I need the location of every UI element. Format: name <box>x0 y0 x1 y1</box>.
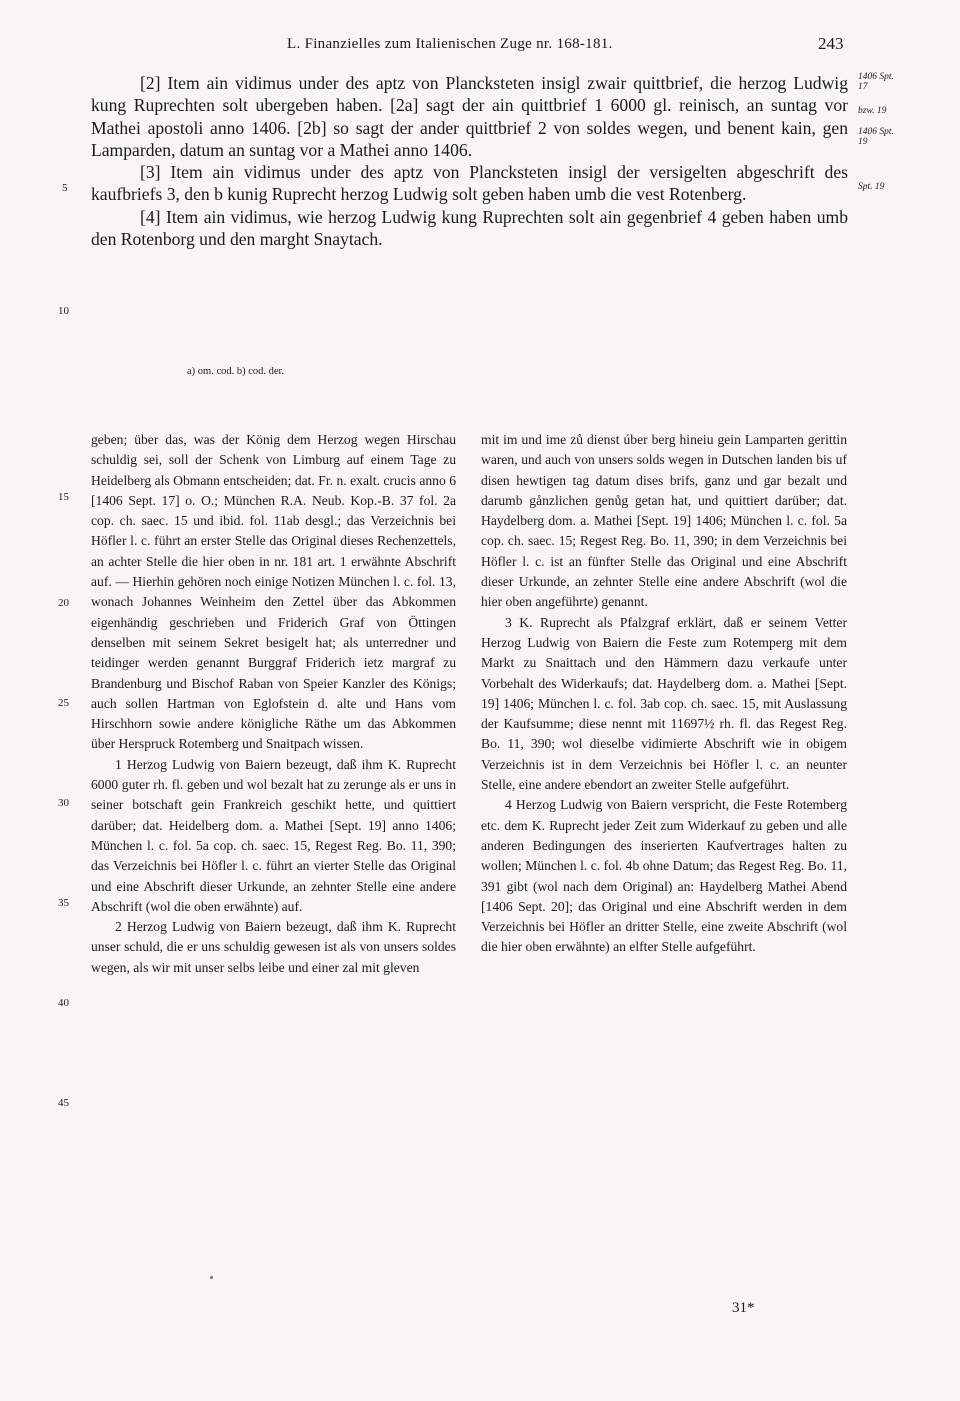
variant-notes: a) om. cod. b) cod. der. <box>187 366 285 377</box>
margin-date-note: Spt. 19 <box>858 182 885 192</box>
main-paragraph-3: [4] Item ain vidimus, wie herzog Ludwig kung Ruprechten solt ain gegenbrief 4 geben haben umb den Rotenborg und den marght Snaytach. <box>91 206 848 250</box>
line-number: 10 <box>58 305 69 317</box>
page-signature: 31* <box>732 1300 755 1316</box>
footnotes-left-column <box>91 430 456 978</box>
main-paragraph-1: [2] Item ain vidimus under des aptz von Plancksteten insigl zwair quittbrief, die herzog Ludwig kung Ruprechten solt ubergeben haben. [2a] sagt der ain quittbrief 1 6000 gl. reinisch, an suntag vor Mathei apostoli anno 1406. [2b] so sagt der ander quittbrief 2 von soldes wegen, und benent kain, gen Lamparden, datum an suntag vor a Mathei anno 1406. <box>91 73 848 160</box>
page-number: 243 <box>818 34 844 53</box>
main-text <box>91 72 848 250</box>
line-number: 45 <box>58 1097 69 1109</box>
line-number: 5 <box>62 182 68 194</box>
footnote-paragraph: geben; über das, was der König dem Herzog wegen Hirschau schuldig sei, soll der Schenk von Limburg auf einem Tage zu Heidelberg als Obmann entscheiden; dat. Fr. n. exalt. crucis anno 6 [1406 Sept. 17] o. O.; München R.A. Neub. Kop.-B. 37 fol. 2a cop. ch. saec. 15 und ibid. fol. 11ab desgl.; das Verzeichnis bei Höfler l. c. führt an erster Stelle das Original dieses Rechenzettels, an achter Stelle die hier oben in nr. 181 art. 1 erwähnte Abschrift auf. — Hierhin gehören noch einige Notizen München l. c. fol. 13, wonach Johannes Weinheim den Zettel über das Abkommen eigenhändig geschrieben und Friderich Graf von Öttingen denselben mit seinem Sekret besigelt hat; als unterredner und teidinger werden genannt Burggraf Friderich ietz margraf zu Brandenburg und Bischof Raban von Speier Kanzler des Königs; auch sollen Hartman von Eglofstein d. alte und Hans vom Hirschhorn sowie andere königliche Räthe um das Abkommen über Herspruck Rotemberg und Snaitpach wissen. <box>91 432 456 752</box>
line-number: 20 <box>58 597 69 609</box>
footnotes-right-column <box>481 430 847 958</box>
footnote-paragraph: 3 K. Ruprecht als Pfalzgraf erklärt, daß er seinem Vetter Herzog Ludwig von Baiern die Feste zum Rotemperg mit dem Markt zu Snaittach und den Hämmern dazu verkaufe unter Vorbehalt des Widerkaufs; dat. Haydelberg dom. a. Mathei [Sept. 19] 1406; München l. c. fol. 3ab cop. ch. saec. 15, mit Auslassung der Kaufsumme; diese nennt mit 11697½ rh. fl. das Regest Reg. Bo. 11, 390; wol dieselbe vidimierte Abschrift wie in obigem Verzeichnis ist in dem Verzeichnis bei Höfler l. c. an neunter Stelle, eine andere ebendort an zweiter Stelle aufgeführt. <box>481 614 847 793</box>
footnote-paragraph: mit im und ime zů dienst úber berg hineiu gein Lamparten gerittin waren, und auch von unsers solds wegen in Dutschen landen bis uf disen hewtigen tag datum dises brifs, ganz und gar bezalt und darumb gånzlichen genůg getan hat, und quittiert darüber; dat. Haydelberg dom. a. Mathei [Sept. 19] 1406; München l. c. fol. 5a cop. ch. saec. 15; Regest Reg. Bo. 11, 390; in dem Verzeichnis bei Höfler l. c. ist an fünfter Stelle das Original und eine Abschrift dieser Urkunde, an zehnter Stelle eine andere Abschrift (wol die hier oben angeführte) genannt. <box>481 432 847 610</box>
margin-date-note: bzw. 19 <box>858 106 887 116</box>
stray-mark <box>210 1276 213 1279</box>
footnote-paragraph: 2 Herzog Ludwig von Baiern bezeugt, daß ihm K. Ruprecht unser schuld, die er uns schuldig gewesen ist als von unsers soldes wegen, als wir mit unser selbs leibe und einer zal mit gleven <box>91 919 456 975</box>
main-paragraph-2: [3] Item ain vidimus under des aptz von Plancksteten insigl der versigelten abgeschrift des kaufbriefs 3, den b kunig Ruprecht herzog Ludwig solt geben haben umb die vest Rotenberg. <box>91 162 848 205</box>
running-header: L. Finanzielles zum Italienischen Zuge nr. 168-181. <box>287 36 613 52</box>
footnote-paragraph: 4 Herzog Ludwig von Baiern verspricht, die Feste Rotemberg etc. dem K. Ruprecht jeder Zeit zum Widerkauf zu geben und alle anderen Bedingungen des inserierten Kaufvertrages halten zu wollen; München l. c. fol. 4b ohne Datum; das Regest Reg. Bo. 11, 391 gibt (wol nach dem Original) an: Haydelberg Mathei Abend [1406 Sept. 20]; das Original und eine Abschrift werden in dem Verzeichnis bei Höfler an dritter Stelle, eine zweite Abschrift (wol die hier oben erwähnte) an elfter Stelle aufgeführt. <box>481 797 847 955</box>
line-number: 30 <box>58 797 69 809</box>
line-number: 40 <box>58 997 69 1009</box>
line-number: 15 <box>58 491 69 503</box>
line-number: 25 <box>58 697 69 709</box>
margin-date-note: 1406 Spt. 19 <box>858 127 894 147</box>
margin-date-note: 1406 Spt. 17 <box>858 72 894 92</box>
line-number: 35 <box>58 897 69 909</box>
footnote-paragraph: 1 Herzog Ludwig von Baiern bezeugt, daß ihm K. Ruprecht 6000 guter rh. fl. geben und wol bezalt hat zu zerunge als er uns in seiner botschaft gein Frankreich geschikt hette, und quittiert darüber; dat. Heidelberg dom. a. Mathei [Sept. 19] anno 1406; München l. c. fol. 5a cop. ch. saec. 15, Regest Reg. Bo. 11, 390; das Verzeichnis bei Höfler l. c. führt an vierter Stelle das Original und eine Abschrift dieser Urkunde, an zehnter Stelle eine andere Abschrift (wol die oben erwähnte) auf. <box>91 756 456 914</box>
